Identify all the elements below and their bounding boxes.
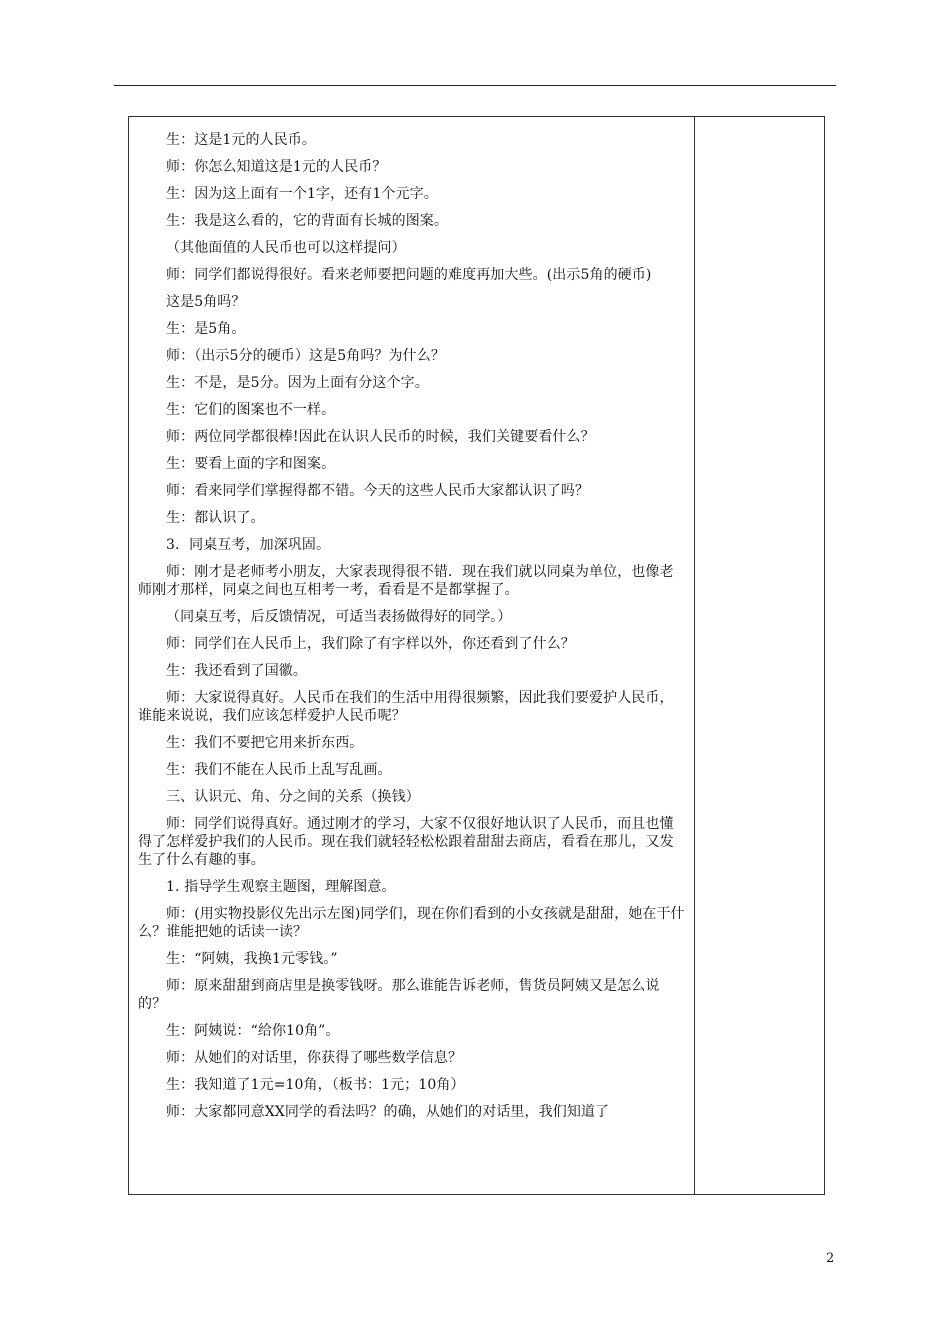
paragraph: 生：“阿姨，我换1元零钱。” (166, 951, 338, 967)
paragraph: 1. 指导学生观察主题图，理解图意。 (166, 879, 396, 895)
paragraph: 生：这是1元的人民币。 (166, 132, 317, 148)
paragraph: 生：是5角。 (166, 321, 246, 337)
paragraph: 生：都认识了。 (166, 510, 265, 526)
lesson-table (128, 116, 825, 1195)
paragraph: 师：(用实物投影仪先出示左图)同学们，现在你们看到的小女孩就是甜甜，她在干什么？谁能把她的话读一读？ (138, 906, 685, 940)
paragraph: 生：它们的图案也不一样。 (166, 402, 336, 418)
paragraph: 师：看来同学们掌握得都不错。今天的这些人民币大家都认识了吗？ (166, 483, 589, 499)
paragraph: 生：我还看到了国徽。 (166, 663, 307, 679)
paragraph: （同桌互考，后反馈情况，可适当表扬做得好的同学。） (166, 609, 512, 625)
paragraph: 生：我是这么看的，它的背面有长城的图案。 (166, 213, 448, 229)
paragraph: 师：刚才是老师考小朋友，大家表现得很不错．现在我们就以同桌为单位，也像老师刚才那样，同桌之间也互相考一考，看看是不是都掌握了。 (138, 564, 674, 598)
paragraph: 生：阿姨说：“给你10角”。 (166, 1023, 340, 1039)
paragraph: 师：同学们都说得很好。看来老师要把问题的难度再加大些。(出示5角的硬币) (166, 267, 652, 283)
paragraph: 生：要看上面的字和图案。 (166, 456, 336, 472)
header-rule (114, 85, 836, 86)
paragraph: 生：不是，是5分。因为上面有分这个字。 (166, 375, 429, 391)
paragraph: 生：我们不要把它用来折东西。 (166, 735, 364, 751)
paragraph: 生：我知道了1元=10角，（板书：1元；10角） (166, 1077, 465, 1093)
paragraph: 师：大家说得真好。人民币在我们的生活中用得很频繁，因此我们要爱护人民币，谁能来说说，我们应该怎样爱护人民币呢？ (138, 690, 674, 724)
paragraph: 师：你怎么知道这是1元的人民币？ (166, 159, 387, 175)
paragraph: 师：同学们说得真好。通过刚才的学习，大家不仅很好地认识了人民币，而且也懂得了怎样爱护我们的人民币。现在我们就轻轻松松跟着甜甜去商店，看看在那儿，又发生了什么有趣的事。 (138, 816, 674, 868)
notes-cell (695, 117, 824, 1194)
page-number: 2 (826, 1251, 835, 1266)
paragraph: 师：同学们在人民币上，我们除了有字样以外，你还看到了什么？ (166, 636, 575, 652)
paragraph: 生：我们不能在人民币上乱写乱画。 (166, 762, 392, 778)
paragraph: 师：原来甜甜到商店里是换零钱呀。那么谁能告诉老师，售货员阿姨又是怎么说的？ (138, 978, 660, 1012)
paragraph: （其他面值的人民币也可以这样提问） (166, 240, 406, 256)
paragraph: 生：因为这上面有一个1字，还有1个元字。 (166, 186, 438, 202)
paragraph: 师：大家都同意XX同学的看法吗？的确，从她们的对话里，我们知道了 (166, 1104, 610, 1120)
paragraph: 师：（出示5分的硬币）这是5角吗？为什么？ (166, 348, 445, 364)
paragraph: 师：从她们的对话里，你获得了哪些数学信息？ (166, 1050, 463, 1066)
paragraph: 3．同桌互考，加深巩固。 (166, 537, 331, 553)
paragraph: 三、认识元、角、分之间的关系（换钱） (166, 789, 420, 805)
paragraph: 师：两位同学都很棒!因此在认识人民币的时候，我们关键要看什么？ (166, 429, 595, 445)
paragraph: 这是5角吗？ (166, 294, 246, 310)
lesson-content-cell (138, 131, 686, 1191)
